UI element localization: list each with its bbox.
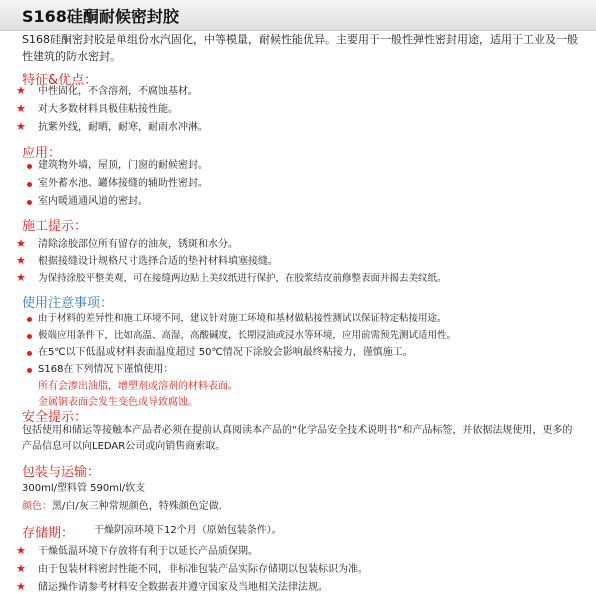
bullet-icon [27,200,32,205]
storage-heading-text: 干燥阴凉环境下12个月（原始包装条件）。 [94,525,282,536]
color-text: 黑/白/灰三种常规颜色，特殊颜色定做. [52,501,222,512]
precaution-item: S168在下列情况下谨慎使用： [38,364,174,375]
storage-item: 干燥低温环境下存放将有利于以延长产品质保期。 [38,546,258,557]
title-bar [0,0,596,31]
construction-item: 根据接缝设计规格尺寸选择合适的垫衬材料填塞接缝。 [38,256,278,267]
precaution-warning: 金属铜表面会发生变色或导致腐蚀。 [38,397,198,408]
applications-heading: 应用： [22,146,62,161]
bullet-icon [27,317,32,322]
storage-item: 储运操作请参考材料安全数据表并遵守国家及当地相关法律法规。 [38,582,328,593]
product-title: S168硅酮耐候密封胶 [22,7,179,26]
storage-heading: 存储期： [22,526,75,541]
bullet-icon [27,334,32,339]
feature-item: 中性固化，不含溶剂，不腐蚀基材。 [38,86,198,97]
bullet-icon [27,351,32,356]
star-icon: ★ [16,254,26,267]
star-icon: ★ [16,120,26,133]
construction-item: 清除涂胶部位所有留存的油灰，锈斑和水分。 [38,239,238,250]
application-item: 室外蓄水池、罐体接缝的辅助性密封。 [38,178,208,189]
star-icon: ★ [16,84,26,97]
feature-item: 抗紫外线，耐晒，耐寒，耐雨水冲淋。 [38,122,208,133]
safety-heading: 安全提示： [22,410,88,425]
application-item: 建筑物外墙，屋顶，门窗的耐候密封。 [38,160,208,171]
star-icon: ★ [16,237,26,250]
precaution-item: 在5℃以下低温或材料表面温度超过 50℃情况下涂胶会影响最终粘接力，谨慎施工。 [38,347,413,358]
star-icon: ★ [16,271,26,284]
bullet-icon [27,182,32,187]
bullet-icon [27,164,32,169]
safety-text: 包括使用和储运等接触本产品者必须在提前认真阅读本产品的“化学品安全技术说明书”和产品标签，并依据法规使用，更多的产品信息可以向LEDAR公司或向销售商索取。 [22,425,573,452]
intro-paragraph: S168硅酮密封胶是单组份水汽固化，中等模量，耐候性能优异。主要用于一般性弹性密封用途，适用于工业及一般性建筑的防水密封。 [22,33,578,63]
precaution-warning: 所有会渗出油脂，增塑剂或溶剂的材料表面。 [38,381,238,392]
packaging-heading: 包装与运输： [22,465,101,480]
features-heading: 特征&优点： [22,73,98,88]
color-label: 颜色： [22,501,52,512]
construction-heading: 施工提示： [22,219,88,234]
precaution-item: 由于材料的差异性和施工环境不同，建议针对施工环境和基材做粘接性测试以保证特定粘接用途。 [38,313,447,324]
star-icon: ★ [16,544,26,557]
star-icon: ★ [16,562,26,575]
storage-item: 由于包装材料密封性能不同，非标准包装产品实际存储期以包装标识为准。 [38,564,368,575]
bullet-icon [27,368,32,373]
precaution-item: 极端应用条件下，比如高温、高湿，高酸碱度，长期浸油或浸水等环境，应用前需预先测试适用性。 [38,330,457,341]
application-item: 室内暖通通风道的密封。 [38,196,148,207]
feature-item: 对大多数材料具极佳粘接性能。 [38,104,178,115]
construction-item: 为保持涂胶平整美观，可在接缝两边贴上美纹纸进行保护，在胶浆结皮前修整表面并揭去美纹纸。 [38,273,447,284]
packaging-sizes: 300ml/塑料管 590ml/软支 [22,483,146,494]
star-icon: ★ [16,102,26,115]
precautions-heading: 使用注意事项： [22,296,114,311]
star-icon: ★ [16,580,26,593]
